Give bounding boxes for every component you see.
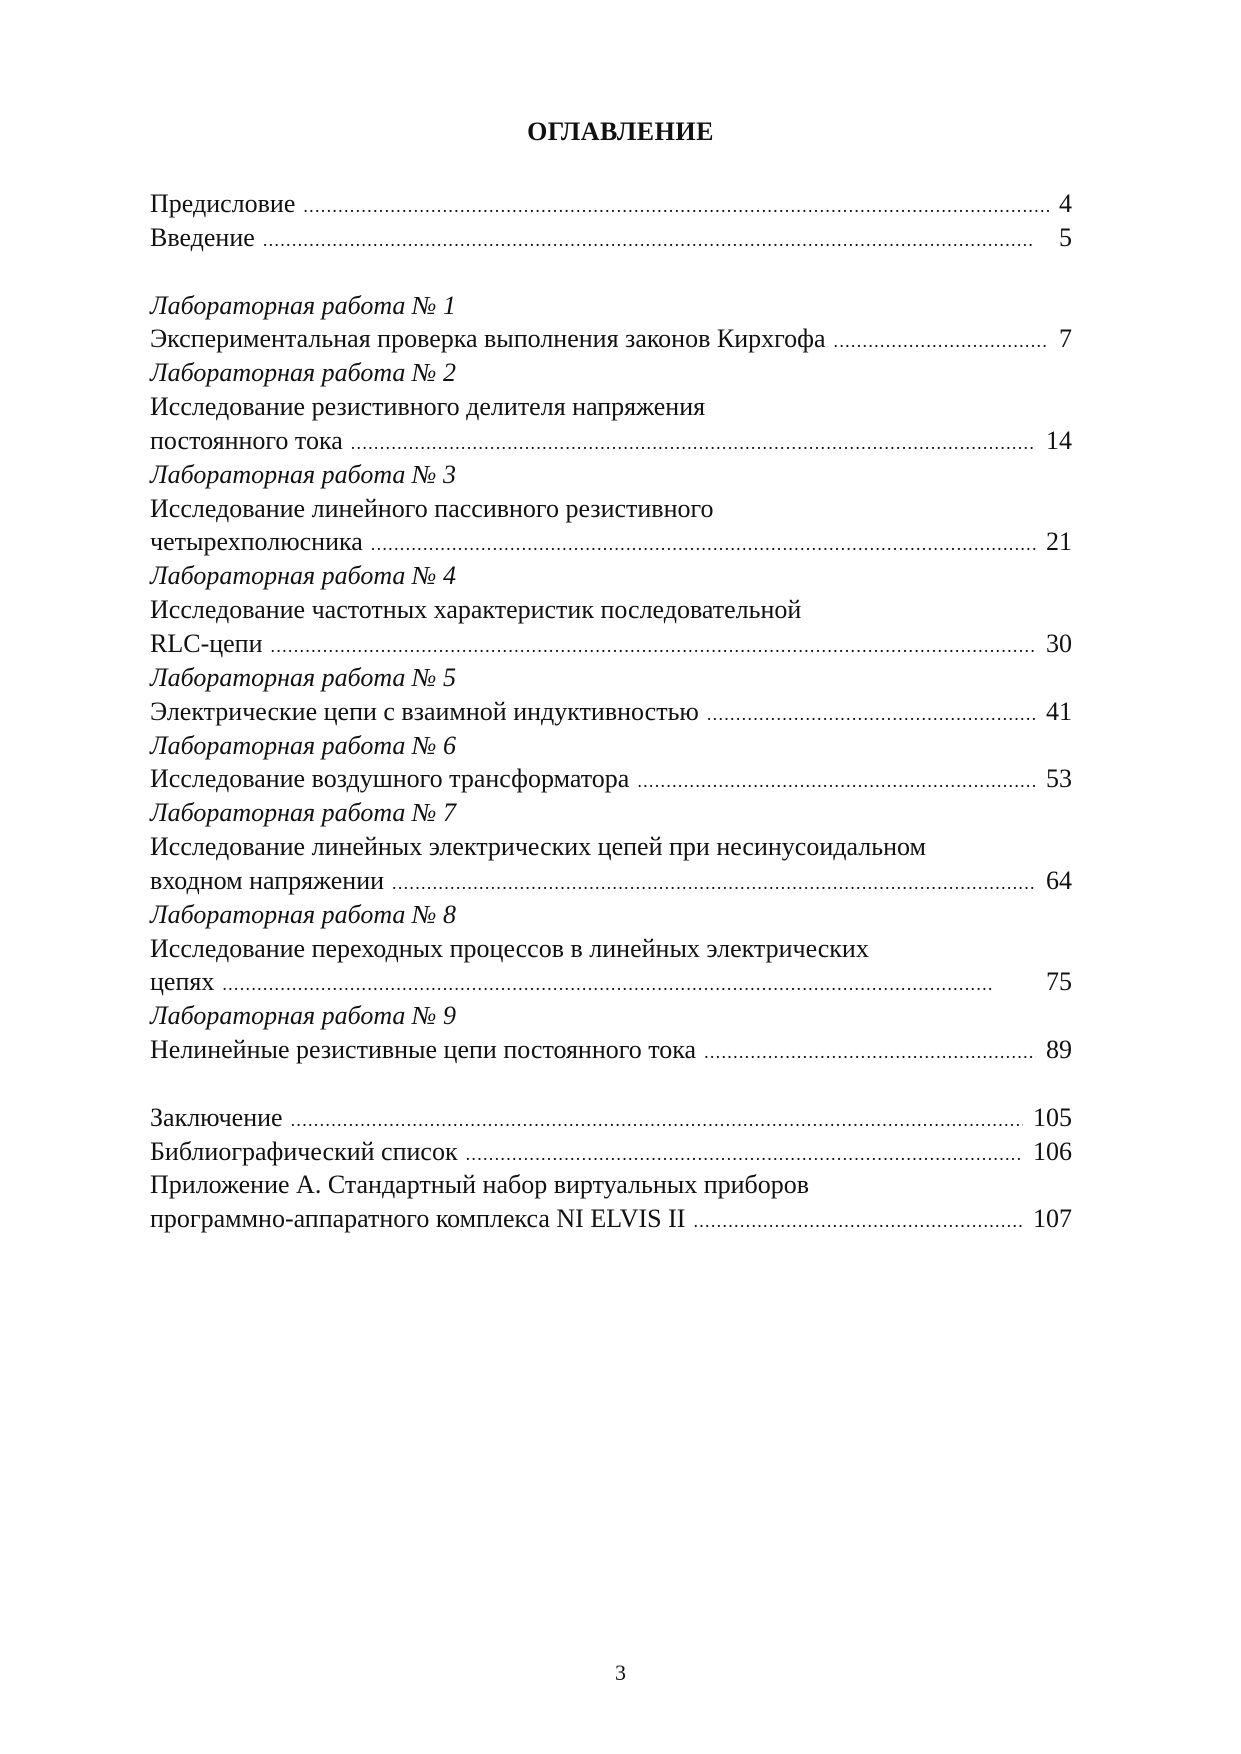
dot-leader	[707, 698, 1036, 732]
toc-entry-line	[150, 390, 1072, 424]
toc-entry-text: Лабораторная работа № 9	[150, 1001, 456, 1031]
toc-spacer	[150, 255, 1072, 289]
toc-lab-heading	[150, 559, 1072, 593]
toc-page-number: 7	[1059, 324, 1072, 354]
toc-entry[interactable]	[150, 762, 1072, 796]
toc-entry-text: Лабораторная работа № 7	[150, 798, 456, 828]
dot-leader	[303, 190, 1049, 224]
toc-entry[interactable]	[150, 187, 1072, 221]
toc-entry-text: Исследование воздушного трансформатора	[150, 764, 630, 794]
toc-entry-text: Лабораторная работа № 5	[150, 662, 456, 692]
toc-entry-text: Введение	[150, 222, 255, 252]
page-number: 3	[615, 1660, 626, 1685]
toc-entry-text: Исследование линейных электрических цепей при несинусоидальном	[150, 832, 926, 862]
toc-entry[interactable]	[150, 1202, 1072, 1236]
toc-lab-heading	[150, 289, 1072, 323]
toc-entry-text: Исследование переходных процессов в линейных электрических	[150, 933, 869, 963]
toc-page-number: 53	[1046, 764, 1072, 794]
toc-entry-text: Лабораторная работа № 8	[150, 899, 456, 929]
toc-entry-line	[150, 593, 1072, 627]
toc-entry-text: четырехполюсника	[150, 527, 363, 557]
toc-entry-text: Лабораторная работа № 6	[150, 730, 456, 760]
toc-entry-text: Лабораторная работа № 3	[150, 459, 456, 489]
toc-lab-heading	[150, 796, 1072, 830]
toc-lab-heading	[150, 729, 1072, 763]
toc-entry-text: Исследование частотных характеристик последовательной	[150, 595, 802, 625]
toc-entry-text: программно-аппаратного комплекса NI ELVIS II	[150, 1204, 686, 1234]
toc-entry-text: Экспериментальная проверка выполнения законов Кирхгофа	[150, 324, 826, 354]
toc-page-number: 64	[1046, 865, 1072, 895]
toc-entry[interactable]	[150, 864, 1072, 898]
toc-entry[interactable]	[150, 1101, 1072, 1135]
toc-lab-heading	[150, 661, 1072, 695]
toc-page-number: 30	[1046, 628, 1072, 658]
toc-entry-text: Предисловие	[150, 189, 296, 218]
dot-leader	[392, 867, 1036, 901]
toc-lab-heading	[150, 999, 1072, 1033]
toc-page-number: 14	[1046, 425, 1072, 455]
toc-entry[interactable]	[150, 1033, 1072, 1067]
toc-entry-text: Лабораторная работа № 1	[150, 290, 456, 320]
toc-page-number: 41	[1046, 696, 1072, 726]
toc-entry[interactable]	[150, 525, 1072, 559]
dot-leader	[271, 630, 1036, 664]
dot-leader	[263, 224, 1049, 258]
toc-entry-text: постоянного тока	[150, 425, 343, 455]
dot-leader	[222, 968, 1036, 1002]
toc-entry-text: Приложение А. Стандартный набор виртуальных приборов	[150, 1170, 810, 1200]
toc-entry-text: Электрические цепи с взаимной индуктивностью	[150, 696, 699, 726]
toc-spacer	[150, 1067, 1072, 1101]
toc-page-number: 21	[1046, 527, 1072, 557]
toc-entry-text: цепях	[150, 967, 215, 997]
dot-leader	[693, 1205, 1023, 1239]
toc-entry-text: Лабораторная работа № 4	[150, 561, 456, 591]
toc-page-number: 5	[1059, 222, 1072, 252]
toc-entry[interactable]	[150, 695, 1072, 729]
toc-entry-text: Библиографический список	[150, 1136, 458, 1166]
toc-lab-heading	[150, 458, 1072, 492]
toc-entry-text: Исследование линейного пассивного резистивного	[150, 493, 714, 523]
toc-entry[interactable]	[150, 322, 1072, 356]
toc-entry[interactable]	[150, 424, 1072, 458]
toc-entry-line	[150, 1168, 1072, 1202]
toc-entry-line	[150, 830, 1072, 864]
dot-leader	[371, 528, 1036, 562]
toc-entry-text: Заключение	[150, 1102, 283, 1132]
dot-leader	[351, 427, 1036, 461]
toc-entry-text: Нелинейные резистивные цепи постоянного тока	[150, 1035, 697, 1065]
table-of-contents	[150, 187, 1072, 1236]
toc-entry-line	[150, 932, 1072, 966]
toc-page-number: 105	[1033, 1102, 1072, 1132]
toc-entry-text: входном напряжении	[150, 865, 385, 895]
toc-page-number: 75	[1046, 967, 1072, 997]
toc-entry-line	[150, 492, 1072, 526]
toc-page-number: 106	[1033, 1136, 1072, 1166]
toc-page-number: 4	[1059, 189, 1072, 218]
dot-leader	[637, 765, 1036, 799]
toc-lab-heading	[150, 356, 1072, 390]
toc-lab-heading	[150, 898, 1072, 932]
toc-entry[interactable]	[150, 221, 1072, 255]
toc-entry[interactable]	[150, 627, 1072, 661]
toc-page-number: 89	[1046, 1035, 1072, 1065]
toc-entry[interactable]	[150, 965, 1072, 999]
dot-leader	[704, 1036, 1036, 1070]
toc-entry-text: Лабораторная работа № 2	[150, 358, 456, 388]
dot-leader	[466, 1138, 1023, 1172]
dot-leader	[291, 1104, 1023, 1138]
toc-entry[interactable]	[150, 1135, 1072, 1169]
toc-entry-text: RLC-цепи	[150, 628, 263, 658]
toc-page-number: 107	[1033, 1204, 1072, 1234]
toc-entry-text: Исследование резистивного делителя напряжения	[150, 392, 706, 422]
page-title: ОГЛАВЛЕНИЕ	[527, 117, 714, 146]
dot-leader	[834, 325, 1049, 359]
